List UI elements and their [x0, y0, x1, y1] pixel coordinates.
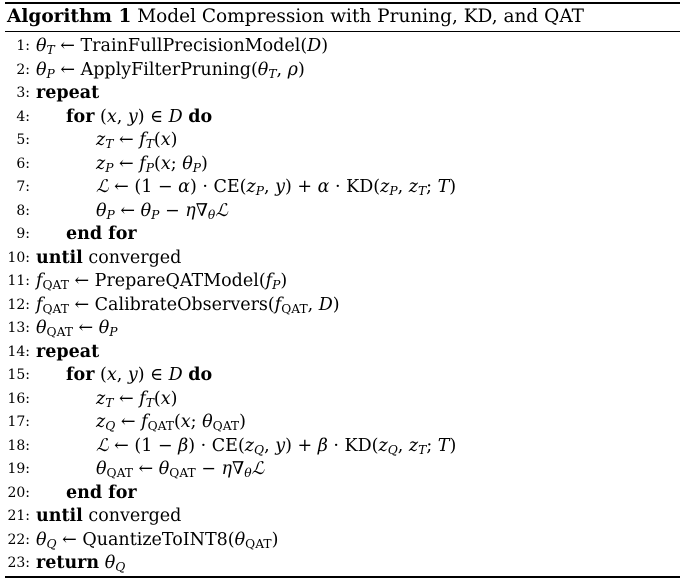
line-number: 14:	[7, 343, 30, 360]
line-statement: $\theta_P$ ← $\theta_P$ − $\eta\nabla_\theta ℒ$	[96, 200, 228, 222]
line-statement: until converged	[36, 247, 182, 268]
line-number: 22:	[7, 531, 30, 548]
line-statement: $z_Q$ ← $f_{QAT}(x$; $\theta_{QAT}$)	[96, 412, 246, 434]
line-statement: repeat	[36, 341, 100, 362]
line-number: 9:	[16, 226, 30, 242]
line-statement: ℒ ← $(1 - \beta) \cdot CE(z_Q$, $y) + \beta \cdot KD(z_Q$, $z_T$; T)	[96, 435, 457, 457]
line-number: 18:	[7, 437, 30, 454]
line-statement: $\theta_T$ ← TrainFullPrecisionModel(D)	[36, 36, 329, 58]
line-statement: $\theta_Q$ ← $QuantizeToINT8(\theta_{QAT})$	[36, 529, 279, 551]
line-number: 16:	[7, 390, 30, 407]
line-statement: ℒ ← $(1 - \alpha) \cdot CE(z_P$, $y) + \alpha \cdot KD(z_P$, $z_T$; T)	[96, 177, 457, 199]
line-statement: repeat	[36, 83, 100, 103]
line-number: 23:	[7, 555, 30, 571]
line-number: 19:	[7, 461, 30, 477]
top-rule	[5, 2, 680, 4]
line-number: 15:	[7, 367, 30, 383]
line-statement: $z_T$ ← $f_T(x)$	[96, 130, 178, 152]
algorithm-title: Model Compression with Pruning, KD, and QAT	[137, 6, 585, 27]
line-statement: $z_T$ ← $f_T(x)$	[96, 388, 178, 410]
line-number: 4:	[16, 108, 30, 125]
line-number: 12:	[7, 296, 30, 313]
line-statement: $f_{QAT}$ ← $PrepareQATModel(f_P)$	[36, 271, 288, 293]
line-number: 21:	[7, 508, 30, 524]
line-number: 8:	[16, 202, 30, 219]
line-statement: $\theta_{QAT}$ ← $\theta_{QAT}$ − $\eta\nabla_\theta ℒ$	[96, 459, 265, 481]
bottom-rule	[5, 576, 680, 578]
line-statement: end for	[66, 482, 137, 503]
line-number: 17:	[7, 414, 30, 430]
line-number: 6:	[16, 155, 30, 172]
line-number: 20:	[7, 484, 30, 501]
caption-rule	[5, 31, 680, 32]
line-number: 10:	[7, 249, 30, 266]
line-statement: $z_P$ ← $f_P(x$; $\theta_P$)	[96, 153, 208, 175]
line-number: 3:	[16, 85, 30, 101]
line-statement: $f_{QAT}$ ← $CalibrateObservers(f_{QAT}$, D)	[36, 294, 340, 316]
line-number: 5:	[16, 132, 30, 148]
algorithm-caption	[7, 5, 584, 29]
line-statement: for (x, y) ∈ D do	[66, 106, 213, 127]
line-number: 1:	[16, 38, 30, 54]
line-statement: return $\theta_Q$	[36, 553, 126, 575]
line-number: 2:	[16, 61, 30, 78]
line-statement: for (x, y) ∈ D do	[66, 365, 213, 385]
line-statement: $\theta_P$ ← $ApplyFilterPruning(\theta_T$, ρ)	[36, 59, 305, 81]
line-number: 7:	[16, 179, 30, 195]
line-statement: until converged	[36, 506, 182, 526]
line-number: 13:	[7, 320, 30, 336]
line-number: 11:	[7, 273, 30, 289]
line-statement: $\theta_{QAT}$ ← $\theta_P$	[36, 318, 118, 340]
algorithm-label: Algorithm 1	[7, 6, 132, 27]
line-statement: end for	[66, 224, 137, 244]
